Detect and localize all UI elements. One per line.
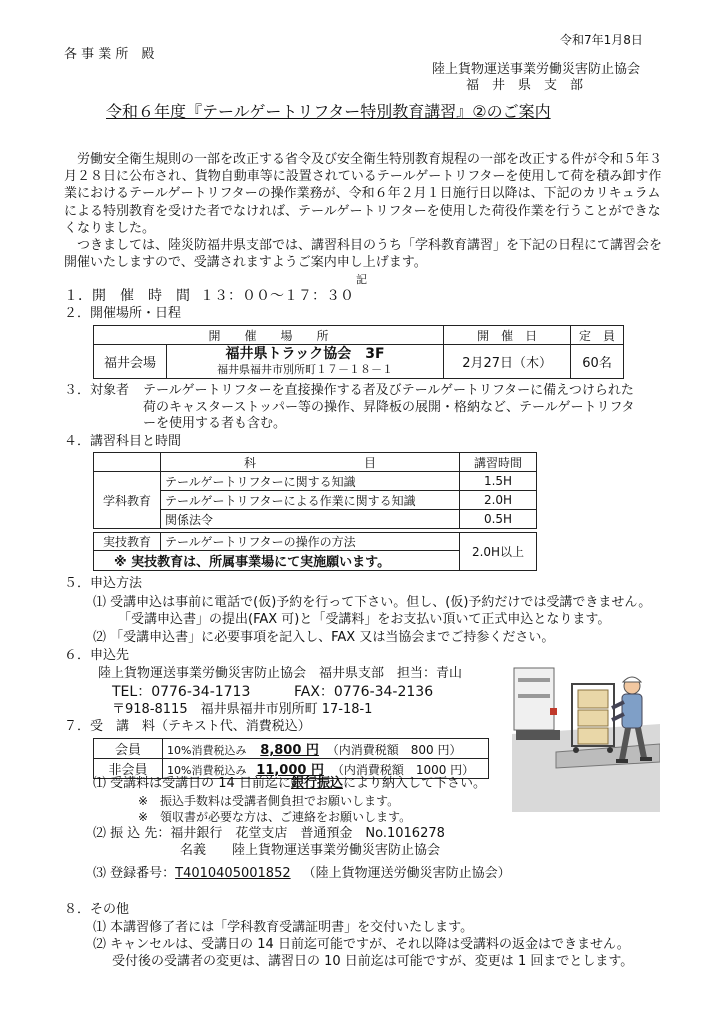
section5-item2: ⑵ 「受講申込書」に必要事項を記入し、FAX 又は当協会までご持参ください。 xyxy=(93,630,555,645)
member-price: 8,800 円 xyxy=(260,743,319,758)
member-label: 会員 xyxy=(94,739,163,759)
section3-line3: ーを使用する者も含む。 xyxy=(143,416,287,431)
jitsugi-label: 実技教育 xyxy=(94,533,161,551)
payment-prefix: ⑴ 受講料は受講日の 14 日前迄に xyxy=(93,776,291,791)
venue-header-place: 開 催 場 所 xyxy=(94,326,444,345)
venue-header-capacity: 定 員 xyxy=(571,326,624,345)
jitsugi-hours: 2.0H以上 xyxy=(460,533,537,571)
tailgate-lifter-illustration xyxy=(512,664,660,812)
section8-item1: ⑴ 本講習修了者には「学科教育受講証明書」を交付いたします。 xyxy=(93,920,474,935)
page-title: 令和６年度『テールゲートリフター特別教育講習』②のご案内 xyxy=(106,102,551,121)
worker-with-cart-image xyxy=(512,664,660,812)
curriculum-table xyxy=(93,452,537,529)
payment-suffix: により納入して下さい。 xyxy=(342,776,486,791)
section1-heading: １．開 催 時 間 xyxy=(64,288,190,304)
section8-heading: ８．その他 xyxy=(64,902,130,917)
section2-heading: ２．開催場所・日程 xyxy=(64,306,182,321)
section5-heading: ５．申込方法 xyxy=(64,576,143,591)
member-tax-label: 10%消費税込み xyxy=(167,744,247,757)
registration-number: T4010405001852 xyxy=(175,866,291,881)
section3-line2: 荷のキャスターストッパー等の操作、昇降板の展開・格納など、テールゲートリフタ xyxy=(143,400,635,415)
venue-capacity: 60名 xyxy=(571,345,624,379)
ki-mark: 記 xyxy=(356,273,367,286)
contact-fax: FAX：0776-34-2136 xyxy=(294,684,434,700)
sender-branch: 福 井 県 支 部 xyxy=(466,78,584,93)
section8-item3: 受付後の受講者の変更は、講習日の 10 日前迄は可能ですが、変更は 1 回までとします。 xyxy=(112,954,634,969)
sender-org: 陸上貨物運送事業労働災害防止協会 xyxy=(432,62,641,77)
gakka-subject: テールゲートリフターに関する知識 xyxy=(161,472,460,491)
contact-address: 〒918-8115 福井県福井市別所町 17-18-1 xyxy=(112,702,373,717)
venue-table xyxy=(93,325,624,379)
member-fee-cell xyxy=(163,739,489,759)
bank-account-name: 名義 陸上貨物運送事業労働災害防止協会 xyxy=(180,843,441,858)
contact-org: 陸上貨物運送事業労働災害防止協会 福井県支部 担当：青山 xyxy=(98,666,463,681)
recipient: 各 事 業 所 殿 xyxy=(64,47,155,62)
venue-name: 福井県トラック協会 3F xyxy=(225,345,385,362)
payment-line xyxy=(93,776,486,792)
gakka-hours: 0.5H xyxy=(460,510,537,529)
section4-heading: ４．講習科目と時間 xyxy=(64,434,182,449)
jitsugi-subject: テールゲートリフターの操作の方法 xyxy=(161,533,460,551)
gakka-hours: 1.5H xyxy=(460,472,537,491)
issue-date: 令和7年1月8日 xyxy=(560,33,643,47)
payment-method: 銀行振込 xyxy=(290,776,343,791)
payment-note-2: ※ 領収書が必要な方は、ご連絡をお願いします。 xyxy=(138,810,412,824)
gakka-hours: 2.0H xyxy=(460,491,537,510)
nonmember-tax-amount: （内消費税額 1000 円） xyxy=(331,763,475,777)
intro-paragraph-2: つきましては、陸災防福井県支部では、講習科目のうち「学科教育講習」を下記の日程にて講習会を開催いたしますので、受講されますようご案内申し上げます。 xyxy=(64,238,663,271)
registration-suffix: （陸上貨物運送労働災害防止協会） xyxy=(302,866,511,881)
gakka-subject: 関係法令 xyxy=(161,510,460,529)
section1-time: １３：００～１７：３０ xyxy=(200,288,354,304)
contact-tel: TEL：0776-34-1713 xyxy=(112,684,251,700)
intro-paragraph-1: 労働安全衛生規則の一部を改正する省令及び安全衛生特別教育規程の一部を改正する件が令和５年３月２８日に公布され、貨物自動車等に設置されているテールゲートリフターを使用して荷を積み卸す作業におけるテールゲートリフターの操作業務が、令和６年２月１日施行日以降は、下記のカリキュラムによる特別教育を受けた者でなければ、テールゲートリフターを使用した荷役作業を行うことができなくなりました。 xyxy=(64,152,663,236)
member-tax-amount: （内消費税額 800 円） xyxy=(326,743,462,757)
gakka-label: 学科教育 xyxy=(94,472,161,529)
bank-line: ⑵ 振 込 先：福井銀行 花堂支店 普通預金 No.1016278 xyxy=(93,826,445,841)
venue-date: 2月27日（木） xyxy=(444,345,571,379)
section3-line1: テールゲートリフターを直接操作する者及びテールゲートリフターに備えつけられた xyxy=(143,383,634,398)
section3-heading: ３．対象者 xyxy=(64,383,130,398)
nonmember-price: 11,000 円 xyxy=(256,763,324,778)
gakka-subject: テールゲートリフターによる作業に関する知識 xyxy=(161,491,460,510)
venue-header-date: 開 催 日 xyxy=(444,326,571,345)
section8-item2: ⑵ キャンセルは、受講日の 14 日前迄可能ですが、それ以降は受講料の返金はできません。 xyxy=(93,937,630,952)
registration-prefix: ⑶ 登録番号： xyxy=(93,866,176,881)
curriculum-header-hours: 講習時間 xyxy=(460,453,537,472)
jitsugi-note: ※ 実技教育は、所属事業場にて実施願います。 xyxy=(94,551,460,571)
fee-table xyxy=(93,738,489,779)
section5-item1b: 「受講申込書」の提出(FAX 可)と「受講料」をお支払い頂いて正式申込となります。 xyxy=(118,612,611,627)
jitsugi-table xyxy=(93,532,537,571)
section5-item1a: ⑴ 受講申込は事前に電話で(仮)予約を行って下さい。但し、(仮)予約だけでは受講できません。 xyxy=(93,595,652,610)
registration-line xyxy=(93,866,511,882)
venue-label: 福井会場 xyxy=(94,345,167,379)
nonmember-tax-label: 10%消費税込み xyxy=(167,764,247,777)
venue-address: 福井県福井市別所町１７－１８－１ xyxy=(217,362,394,376)
nonmember-label: 非会員 xyxy=(94,759,163,779)
section6-heading: ６．申込先 xyxy=(64,648,130,663)
section7-heading: ７．受 講 料（テキスト代、消費税込） xyxy=(64,719,311,734)
curriculum-header-subject: 科 目 xyxy=(161,453,460,472)
payment-note-1: ※ 振込手数料は受講者側負担でお願いします。 xyxy=(138,794,400,808)
venue-cell xyxy=(167,345,444,379)
